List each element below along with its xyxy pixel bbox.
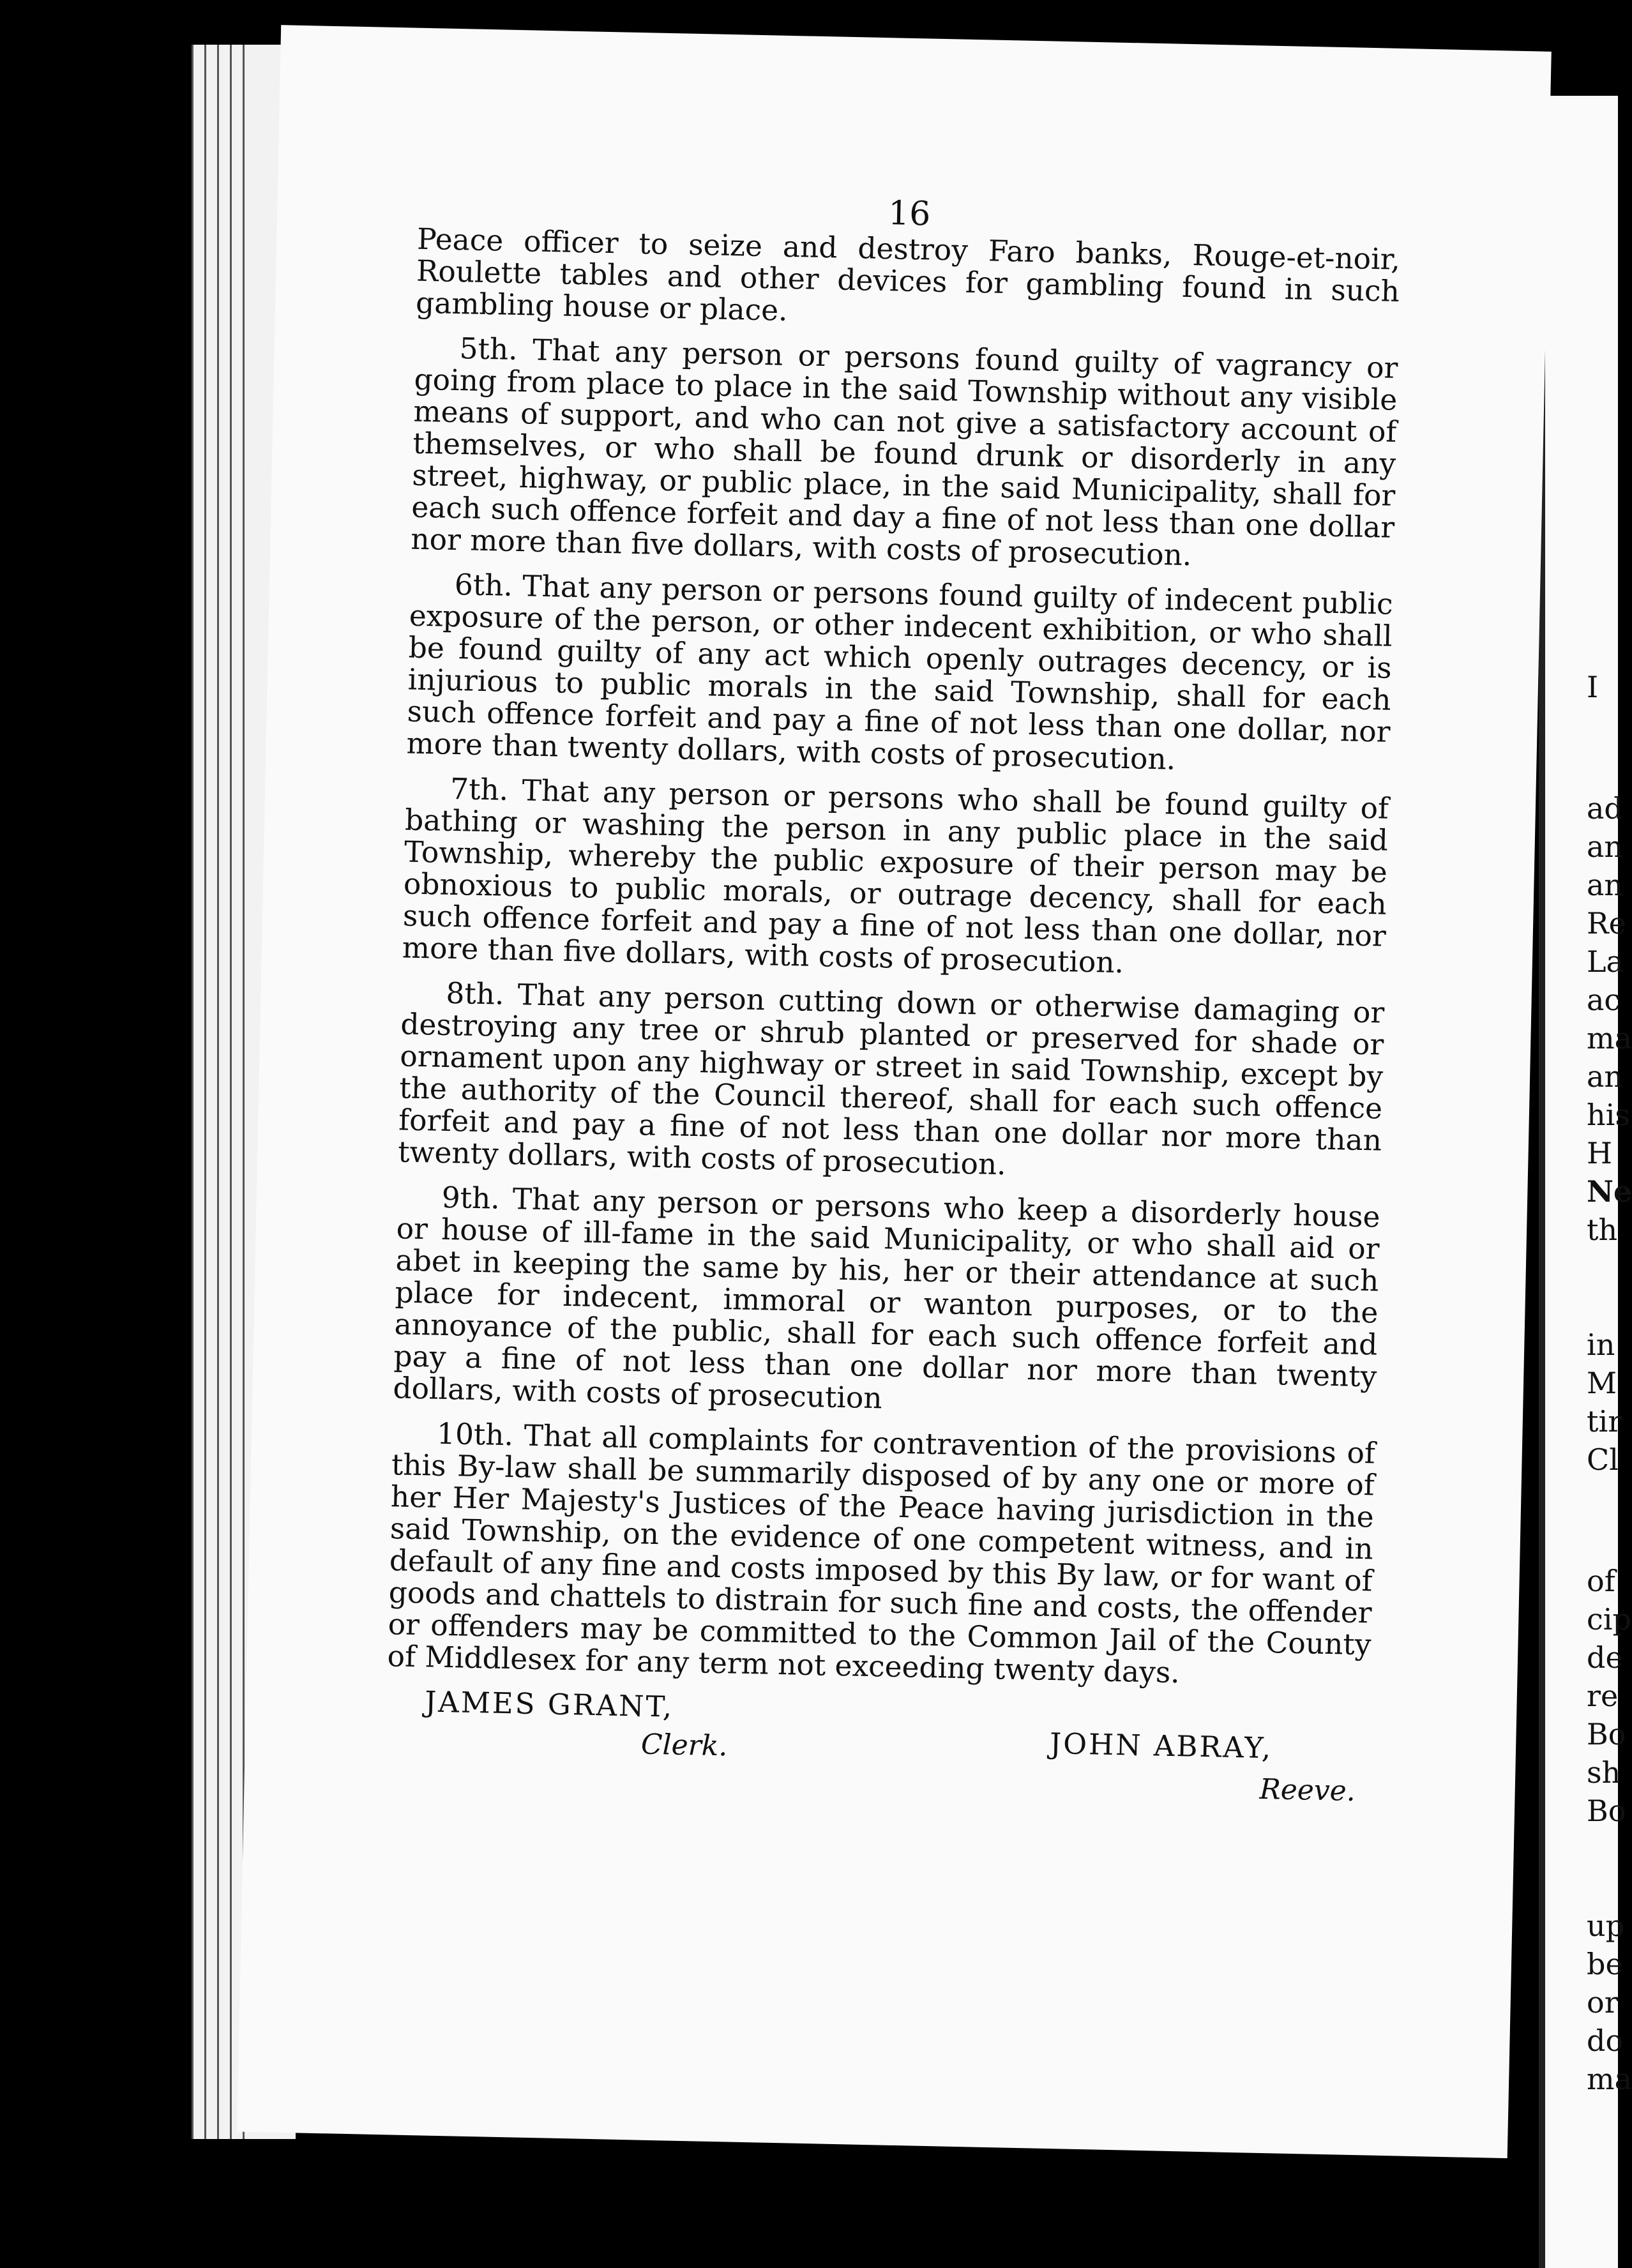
facing-fragment: I [1587, 670, 1599, 704]
facing-fragment: Bo [1587, 1717, 1626, 1751]
reeve-name: JOHN ABRAY, [1049, 1726, 1273, 1765]
facing-fragment: be [1587, 1947, 1623, 1981]
facing-page [1539, 96, 1632, 2268]
paragraph-section-6: 6th. That any person or persons found guilty of indecent public exposure of the person, or other indecent exhibition, or who shall be found guilty of any act which openly outrages decency, or is injurious to public morals in the said Township, shall for each such offence forfeit and pay a fine of not less than one dollar, nor more than twenty dollars, with costs of prosecution. [406, 568, 1394, 776]
facing-fragment: an [1587, 829, 1624, 864]
paragraph-section-9: 9th. That any person or persons who keep a disorderly house or house of ill-fame in the said Municipality, or who shall aid or abet in keeping the same by his, her or their attendance at such place for indecent, immoral or wanton purposes, or to the annoyance of the public, shall for each such offence forfeit and pay a fine of not less than one dollar nor more than twenty dollars, with costs of prosecution [392, 1180, 1381, 1416]
facing-fragment: cip [1587, 1602, 1631, 1637]
facing-fragment: up [1587, 1909, 1625, 1943]
paragraph-section-8: 8th. That any person cutting down or otherwise damaging or destroying any tree or shrub planted or preserved for shade or ornament upon any highway or street in said Township, except by the authority of the Council thereof, shall for each such offence forfeit and pay a fine of not less than one dollar nor more than twenty dollars, with costs of prosecution. [397, 976, 1385, 1182]
facing-fragment: re [1587, 1679, 1619, 1713]
facing-fragment: sh [1587, 1755, 1621, 1790]
facing-fragment: an [1587, 1059, 1624, 1094]
facing-fragment: do [1587, 2023, 1624, 2058]
facing-fragment: an [1587, 868, 1624, 902]
facing-fragment: ac [1587, 983, 1621, 1017]
facing-fragment: Cl [1587, 1442, 1619, 1477]
paragraph-section-7: 7th. That any person or persons who shall be found guilty of bathing or washing the person in any public place in the said Township, whereby the public exposure of their person may be obnoxious to public morals, or outrage decency, shall for each such offence forfeit and pay a fine of not less than one dollar, nor more than five dollars, with costs of prosecution. [402, 771, 1389, 980]
page-number: 16 [888, 194, 931, 234]
facing-fragment: tir [1587, 1404, 1622, 1439]
facing-fragment: in [1587, 1327, 1615, 1362]
facing-fragment: th [1587, 1213, 1618, 1247]
book-page [237, 25, 1552, 2158]
facing-fragment: his [1587, 1098, 1630, 1132]
facing-fragment: Ne [1587, 1174, 1632, 1209]
reeve-title: Reeve. [1259, 1773, 1356, 1808]
facing-fragment: La [1587, 944, 1624, 979]
clerk-title: Clerk. [640, 1728, 728, 1763]
paragraph-section-10: 10th. That all complaints for contravention of the provisions of this By-law shall be summarily disposed of by any one or more of her Her Majesty's Justices of the Peace having jurisdiction in the said Township, on the evidence of one competent witness, and in default of any fine and costs imposed by this By law, or for want of goods and chattels to distrain for such fine and costs, the offender or offenders may be committed to the Common Jail of the County of Middlesex for any term not exceeding twenty days. [387, 1416, 1376, 1690]
facing-fragment: ma [1587, 2062, 1632, 2096]
paragraph-section-5: 5th. That any person or persons found guilty of vagrancy or going from place to place in the said Township without any visible means of support, and who can not give a satisfactory account of themselves, or who shall be found drunk or disorderly in any street, highway, or public place, in the said Municipality, shall for each such offence forfeit and day a fine of not less than one dollar nor more than five dollars, with costs of prosecution. [410, 331, 1398, 573]
facing-fragment: ma [1587, 1021, 1632, 1055]
clerk-name: JAMES GRANT, [424, 1684, 674, 1724]
facing-fragment: de [1587, 1640, 1623, 1675]
paragraph-continuation: Peace officer to seize and destroy Faro banks, Rouge-et-noir, Roulette tables and other devices for gambling found in such gambling house or place. [415, 222, 1401, 328]
facing-fragment: Bo [1587, 1794, 1626, 1828]
page-body [384, 188, 1402, 1834]
facing-fragment: M [1587, 1366, 1617, 1400]
facing-fragment: ad [1587, 791, 1623, 826]
facing-fragment: or [1587, 1985, 1619, 2020]
facing-fragment: of [1587, 1564, 1615, 1598]
facing-fragment: Re [1587, 906, 1626, 941]
signature-block [384, 1685, 1370, 1833]
facing-fragment: H [1587, 1136, 1613, 1170]
